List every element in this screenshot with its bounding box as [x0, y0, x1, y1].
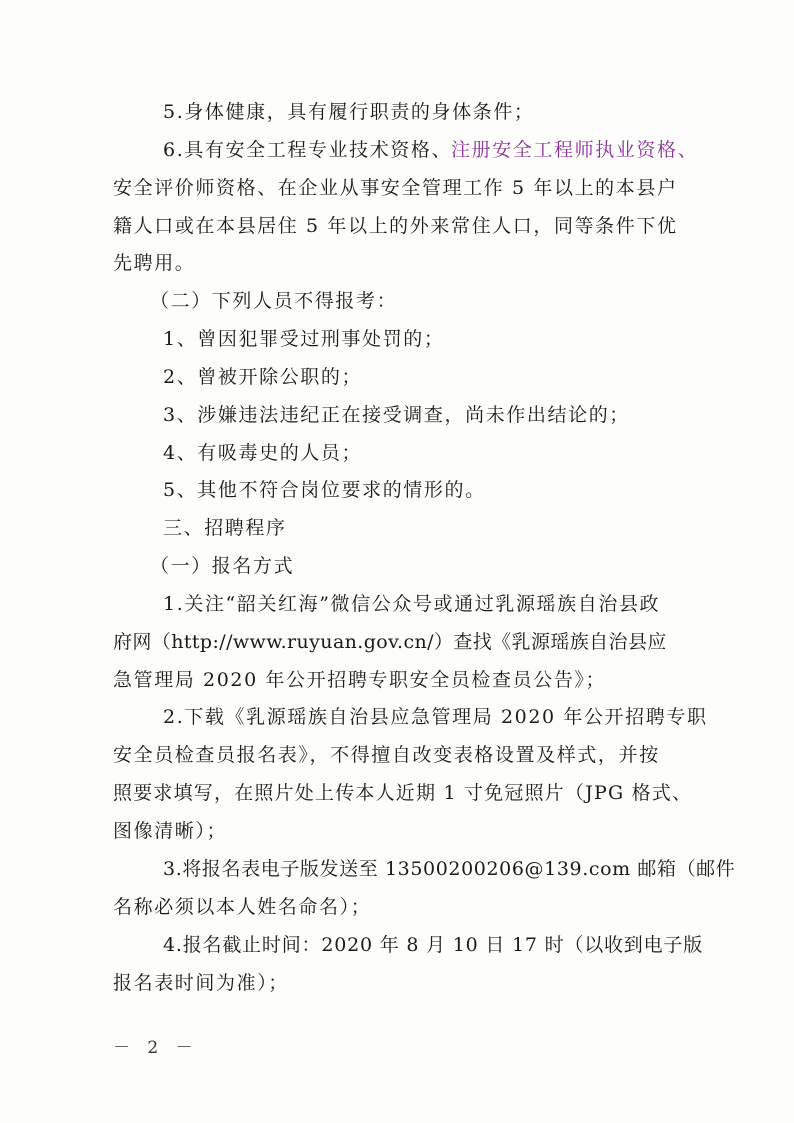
- paragraph-line: 先聘用。: [113, 252, 196, 275]
- paragraph-line: 府网（http://www.ruyuan.gov.cn/）查找《乳源瑶族自治县应: [113, 630, 667, 653]
- paragraph-line: 图像清晰）；: [113, 819, 228, 842]
- paragraph-line: 5.身体健康，具有履行职责的身体条件；: [163, 101, 535, 123]
- paragraph-line: 安全评价师资格、在企业从事安全管理工作 5 年以上的本县户: [113, 176, 678, 199]
- list-item: 2、曾被开除公职的；: [163, 365, 363, 388]
- paragraph-line: 3.将报名表电子版发送至 13500200206@139.com 邮箱（邮件: [163, 857, 736, 880]
- list-item: 4、有吸毒史的人员；: [163, 441, 363, 464]
- list-item: 5、其他不符合岗位要求的情形的。: [163, 479, 486, 502]
- paragraph-line: 2.下载《乳源瑶族自治县应急管理局 2020 年公开招聘专职: [163, 706, 708, 729]
- list-item: 3、涉嫌违法违纪正在接受调查，尚未作出结论的；: [163, 403, 630, 426]
- paragraph-line: 安全员检查员报名表》，不得擅自改变表格设置及样式，并按: [113, 744, 660, 767]
- paragraph-line: 6.具有安全工程专业技术资格、: [163, 138, 453, 161]
- paragraph-line: 1.关注“韶关红海”微信公众号或通过乳源瑶族自治县政: [163, 592, 661, 615]
- paragraph-line: 名称必须以本人姓名命名）；: [113, 895, 372, 918]
- paragraph-line-highlighted: 注册安全工程师执业资格、: [451, 138, 699, 161]
- paragraph-line: 急管理局 2020 年公开招聘专职安全员检查员公告》；: [113, 668, 607, 691]
- subsection-heading: （二）下列人员不得报考：: [150, 290, 398, 313]
- subsection-heading: （一）报名方式: [150, 555, 295, 578]
- paragraph-line: 籍人口或在本县居住 5 年以上的外来常住人口，同等条件下优: [113, 214, 678, 237]
- paragraph-line: 报名表时间为准）；: [113, 971, 289, 994]
- list-item: 1、曾因犯罪受过刑事处罚的；: [163, 328, 445, 351]
- page-number: － 2 －: [113, 1037, 199, 1058]
- section-heading: 三、招聘程序: [163, 517, 287, 540]
- paragraph-line: 4.报名截止时间：2020 年 8 月 10 日 17 时（以收到电子版: [163, 933, 704, 956]
- paragraph-line: 照要求填写，在照片处上传本人近期 1 寸免冠照片（JPG 格式、: [113, 782, 693, 805]
